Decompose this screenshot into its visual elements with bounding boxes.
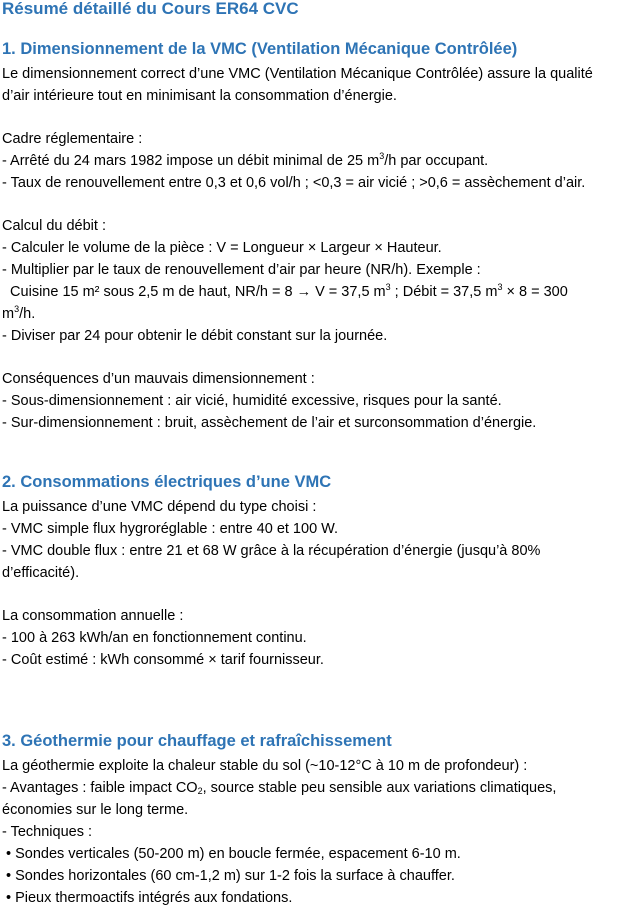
s1-intro-line-1: Le dimensionnement correct d’une VMC (Ventilation Mécanique Contrôlée) assure la qualité	[2, 66, 593, 82]
technique-item-1: • Sondes verticales (50-200 m) en boucle fermée, espacement 6-10 m.	[6, 846, 461, 862]
annual-item-2: - Coût estimé : kWh consommé × tarif fournisseur.	[2, 652, 324, 668]
consequences-item-2: - Sur-dimensionnement : bruit, assèchement de l’air et surconsommation d’énergie.	[2, 415, 537, 431]
section-3-heading: 3. Géothermie pour chauffage et rafraîchissement	[2, 732, 392, 750]
power-item-1: - VMC simple flux hygroréglable : entre 40 et 100 W.	[2, 521, 339, 537]
cadre-item-2: - Taux de renouvellement entre 0,3 et 0,6 vol/h ; <0,3 = air vicié ; >0,6 = assèchement d’air.	[2, 175, 586, 191]
techniques-label: - Techniques :	[2, 824, 93, 840]
calcul-item-1: - Calculer le volume de la pièce : V = Longueur × Largeur × Hauteur.	[2, 240, 442, 256]
annual-label: La consommation annuelle :	[2, 608, 184, 624]
consequences-label: Conséquences d’un mauvais dimensionnement :	[2, 371, 315, 387]
cadre-label: Cadre réglementaire :	[2, 131, 143, 147]
advantages-line-2: économies sur le long terme.	[2, 802, 189, 818]
calcul-label: Calcul du débit :	[2, 218, 106, 234]
advantages-line-1: - Avantages : faible impact $CO_2$, source stable peu sensible aux variations climatiques,	[2, 780, 557, 796]
cadre-item-1: - Arrêté du 24 mars 1982 impose un débit minimal de 25 $m^3/h$ par occupant.	[2, 151, 489, 169]
technique-item-3: • Pieux thermoactifs intégrés aux fondations.	[6, 890, 293, 906]
annual-item-1: - 100 à 263 kWh/an en fonctionnement continu.	[2, 630, 307, 646]
s2-intro: La puissance d’une VMC dépend du type choisi :	[2, 499, 317, 515]
calcul-item-3: Cuisine 15 m² sous 2,5 m de haut, NR/h = 8 → V = 37,5 $m^3$ ; Débit = 37,5 $m^3 \times 8 = 300$	[2, 282, 568, 300]
s1-intro-line-2: d’air intérieure tout en minimisant la consommation d’énergie.	[2, 88, 397, 104]
technique-item-2: • Sondes horizontales (60 cm-1,2 m) sur 1-2 fois la surface à chauffer.	[6, 868, 455, 884]
section-1-heading: 1. Dimensionnement de la VMC (Ventilation Mécanique Contrôlée)	[2, 40, 518, 58]
document-title: Résumé détaillé du Cours ER64 CVC	[2, 0, 299, 18]
section-2-heading: 2. Consommations électriques d’une VMC	[2, 473, 332, 491]
consequences-item-1: - Sous-dimensionnement : air vicié, humidité excessive, risques pour la santé.	[2, 393, 502, 409]
calcul-item-3-cont: $m^3/h$.	[2, 304, 36, 322]
calcul-item-2: - Multiplier par le taux de renouvellement d’air par heure (NR/h). Exemple :	[2, 262, 481, 278]
s3-intro: La géothermie exploite la chaleur stable du sol (~10-12°C à 10 m de profondeur) :	[2, 758, 528, 774]
power-item-2-cont: d’efficacité).	[2, 565, 80, 581]
calcul-item-4: - Diviser par 24 pour obtenir le débit constant sur la journée.	[2, 328, 388, 344]
power-item-2: - VMC double flux : entre 21 et 68 W grâce à la récupération d’énergie (jusqu’à 80%	[2, 543, 541, 559]
